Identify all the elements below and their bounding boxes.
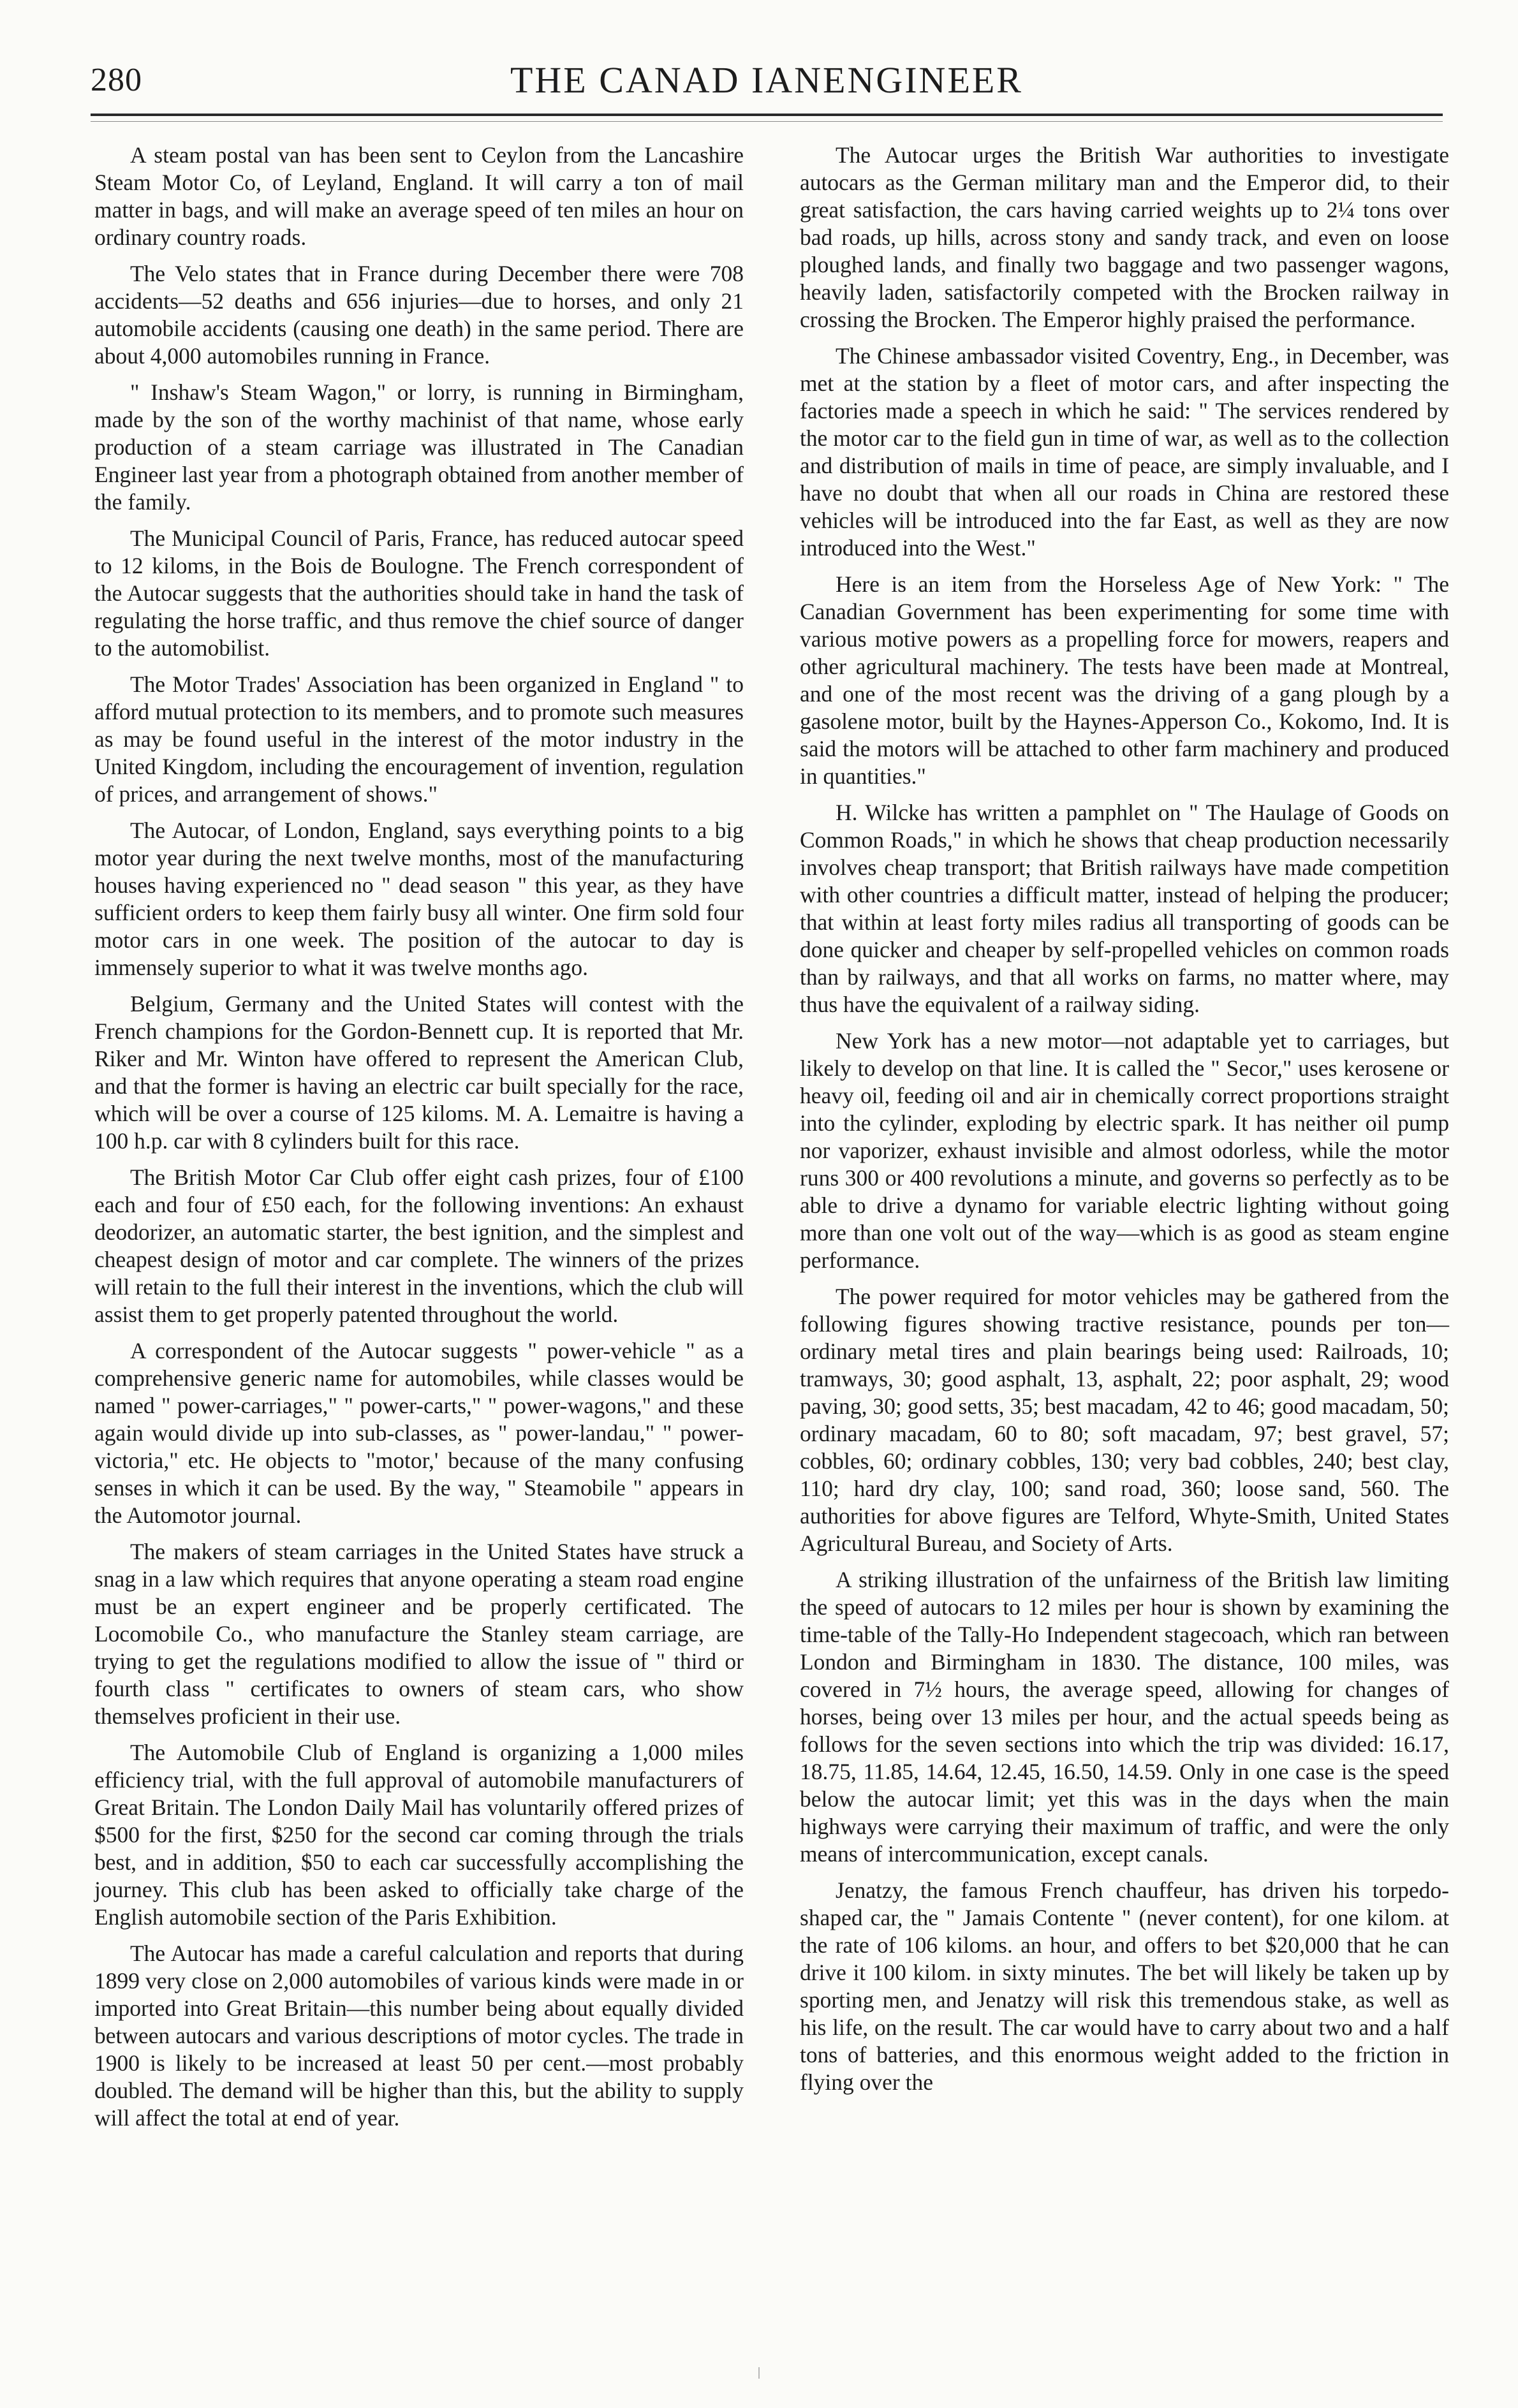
article-power-vehicle-name: A correspondent of the Autocar suggests " power-vehicle " as a comprehensive generic name for automobiles, while classes would be named " power-carriages," " power-carts," " power-wagons," and these again would divide up into sub-classes, as " power-landau," " power-victoria," etc. He objects to "motor,' because of the many confusing senses in which it can be used. By the way, " Steamobile " appears in the Automotor journal.: [94, 1338, 744, 1528]
article-secor-motor: New York has a new motor—not adaptable yet to carriages, but likely to develop on that line. It is called the " Secor," uses kerosene or heavy oil, feeding oil and air in chemically correct proportions straight into the cylinder, exploding by electric spark. It has neither oil pump nor vaporizer, exhaust invisible and almost odorless, while the motor runs 300 or 400 revolutions a minute, and governs so perfectly as to be able to drive a dynamo for variable electric lighting without going more than one volt out of the way—which is as good as steam engine performance.: [800, 1028, 1449, 1273]
article-tally-ho-stagecoach: A striking illustration of the unfairness of the British law limiting the speed of autocars to 12 miles per hour is shown by examining the time-table of the Tally-Ho Independent stagecoach, which ran between London and Birmingham in 1830. The distance, 100 miles, was covered in 7½ hours, the average speed, allowing for changes of horses, being over 13 miles per hour, and the actual speeds being as follows for the seven sections into which the trip was divided: 16.17, 18.75, 11.85, 14.64, 12.45, 16.50, 14.59. Only in one case is the speed below the autocar limit; yet this was in the days when the main highways were carrying their maximum of traffic, and were the only means of intercommunication, except canals.: [800, 1567, 1449, 1867]
article-horseless-age: Here is an item from the Horseless Age of New York: " The Canadian Government has been experimenting for some time with various motive powers as a propelling force for mowers, reapers and other agricultural machinery. The tests have been made at Montreal, and one of the most recent was the driving of a gang plough by a gasolene motor, built by the Haynes-Apperson Co., Kokomo, Ind. It is said the motors will be attached to other farm machinery and produced in quantities.": [800, 571, 1449, 789]
page-header: [91, 59, 1443, 110]
article-war-authorities: The Autocar urges the British War authorities to investigate autocars as the German military man and the Emperor did, to their great satisfaction, the cars having carried weights up to 2¼ tons over bad roads, up hills, across stony and sandy track, and even on loose ploughed lands, and finally two baggage and two passenger wagons, heavily laden, satisfactorily competed with the Brocken railway in crossing the Brocken. The Emperor highly praised the performance.: [800, 142, 1449, 332]
header-rule: [91, 114, 1443, 116]
left-column: [94, 142, 744, 2141]
page-number: 280: [91, 62, 142, 98]
article-efficiency-trial: The Automobile Club of England is organizing a 1,000 miles efficiency trial, with the full approval of automobile manufacturers of Great Britain. The London Daily Mail has voluntarily offered prizes of $500 for the first, $250 for the second car coming through the trials best, and in addition, $50 to each car successfully accomplishing the journey. This club has been asked to officially take charge of the English automobile section of the Paris Exhibition.: [94, 1740, 744, 1930]
article-jenatzy-torpedo-car: Jenatzy, the famous French chauffeur, has driven his torpedo-shaped car, the " Jamais Contente " (never content), for one kilom. at the rate of 106 kiloms. an hour, and offers to bet $20,000 that he can drive it 100 kilom. in sixty minutes. The bet will likely be taken up by sporting men, and Jenatzy will risk this tremendous stake, as well as his life, on the result. The car would have to carry about two and a half tons of batteries, and this enormous weight added to the friction in flying over the: [800, 1877, 1449, 2095]
right-column: [800, 142, 1449, 2105]
article-paris-speed-limit: The Municipal Council of Paris, France, has reduced autocar speed to 12 kiloms, in the Bois de Boulogne. The French correspondent of the Autocar suggests that the authorities should take in hand the task of regulating the horse traffic, and thus remove the chief source of danger to the automobilist.: [94, 525, 744, 661]
footer-mark: [758, 2367, 760, 2379]
article-gordon-bennett-cup: Belgium, Germany and the United States will contest with the French champions for the Gordon-Bennett cup. It is reported that Mr. Riker and Mr. Winton have offered to represent the American Club, and that the former is having an electric car built specially for the race, which will be over a course of 125 kiloms. M. A. Lemaitre is having a 100 h.p. car with 8 cylinders built for this race.: [94, 991, 744, 1154]
article-haulage-of-goods: H. Wilcke has written a pamphlet on " The Haulage of Goods on Common Roads," in which he shows that cheap production necessarily involves cheap transport; that British railways have made competition with other countries a difficult matter, instead of helping the producer; that within at least forty miles radius all transporting of goods can be done quicker and cheaper by self-propelled vehicles on common roads than by railways, and that all works on farms, no matter where, may thus have the equivalent of a railway siding.: [800, 800, 1449, 1017]
article-steam-postal-van: A steam postal van has been sent to Ceylon from the Lancashire Steam Motor Co, of Leyland, England. It will carry a ton of mail matter in bags, and will make an average speed of ten miles an hour on ordinary country roads.: [94, 142, 744, 250]
article-autocar-motor-year: The Autocar, of London, England, says everything points to a big motor year during the next twelve months, most of the manufacturing houses having experienced no " dead season " this year, as they have sufficient orders to keep them fairly busy all winter. One firm sold four motor cars in one week. The position of the autocar to day is immensely superior to what it was twelve months ago.: [94, 818, 744, 980]
article-tractive-resistance: The power required for motor vehicles may be gathered from the following figures showing tractive resistance, pounds per ton—ordinary metal tires and plain bearings being used: Railroads, 10; tramways, 30; good asphalt, 13, asphalt, 22; poor asphalt, 29; wood paving, 30; good setts, 35; best macadam, 42 to 46; good macadam, 50; ordinary macadam, 60 to 80; soft macadam, 97; best gravel, 57; cobbles, 60; ordinary cobbles, 130; very bad cobbles, 240; best clay, 110; hard dry clay, 100; sand road, 360; loose sand, 560. The authorities for above figures are Telford, Whyte-Smith, United States Agricultural Bureau, and Society of Arts.: [800, 1284, 1449, 1556]
article-steam-carriage-law: The makers of steam carriages in the United States have struck a snag in a law which requires that anyone operating a steam road engine must be an expert engineer and be properly certificated. The Locomobile Co., who manufacture the Stanley steam carriage, are trying to get the regulations modified to allow the issue of " third or fourth class " certificates to owners of steam cars, who show themselves proficient in their use.: [94, 1539, 744, 1729]
header-rule-thin: [91, 121, 1443, 122]
journal-title: THE CANAD IANENGINEER: [510, 59, 1023, 101]
article-chinese-ambassador: The Chinese ambassador visited Coventry, Eng., in December, was met at the station by a fleet of motor cars, and after inspecting the factories made a speech in which he said: " The services rendered by the motor car to the field gun in time of war, as well as to the collection and distribution of mails in time of peace, are simply invaluable, and I have no doubt that when all our roads in China are restored these vehicles will be introduced into the far East, as well as they are now introduced into the West.": [800, 343, 1449, 561]
article-autocar-calculation: The Autocar has made a careful calculation and reports that during 1899 very close on 2,000 automobiles of various kinds were made in or imported into Great Britain—this number being about equally divided between autocars and various descriptions of motor cycles. The trade in 1900 is likely to be increased at least 50 per cent.—most probably doubled. The demand will be higher than this, but the ability to supply will affect the total at end of year.: [94, 1941, 744, 2131]
article-motor-trades-association: The Motor Trades' Association has been organized in England " to afford mutual protection to its members, and to promote such measures as may be found useful in the interest of the motor industry in the United Kingdom, including the encouragement of invention, regulation of prices, and arrangement of shows.": [94, 672, 744, 807]
article-motor-car-club-prizes: The British Motor Car Club offer eight cash prizes, four of £100 each and four of £50 each, for the following inventions: An exhaust deodorizer, an automatic starter, the best ignition, and the simplest and cheapest design of motor and car complete. The winners of the prizes will retain to the full their interest in the inventions, which the club will assist them to get properly patented throughout the world.: [94, 1164, 744, 1327]
article-velo-accidents: The Velo states that in France during December there were 708 accidents—52 deaths and 656 injuries—due to horses, and only 21 automobile accidents (causing one death) in the same period. There are about 4,000 automobiles running in France.: [94, 261, 744, 369]
article-inshaw-steam-wagon: " Inshaw's Steam Wagon," or lorry, is running in Birmingham, made by the son of the worthy machinist of that name, whose early production of a steam carriage was illustrated in The Canadian Engineer last year from a photograph obtained from another member of the family.: [94, 379, 744, 515]
